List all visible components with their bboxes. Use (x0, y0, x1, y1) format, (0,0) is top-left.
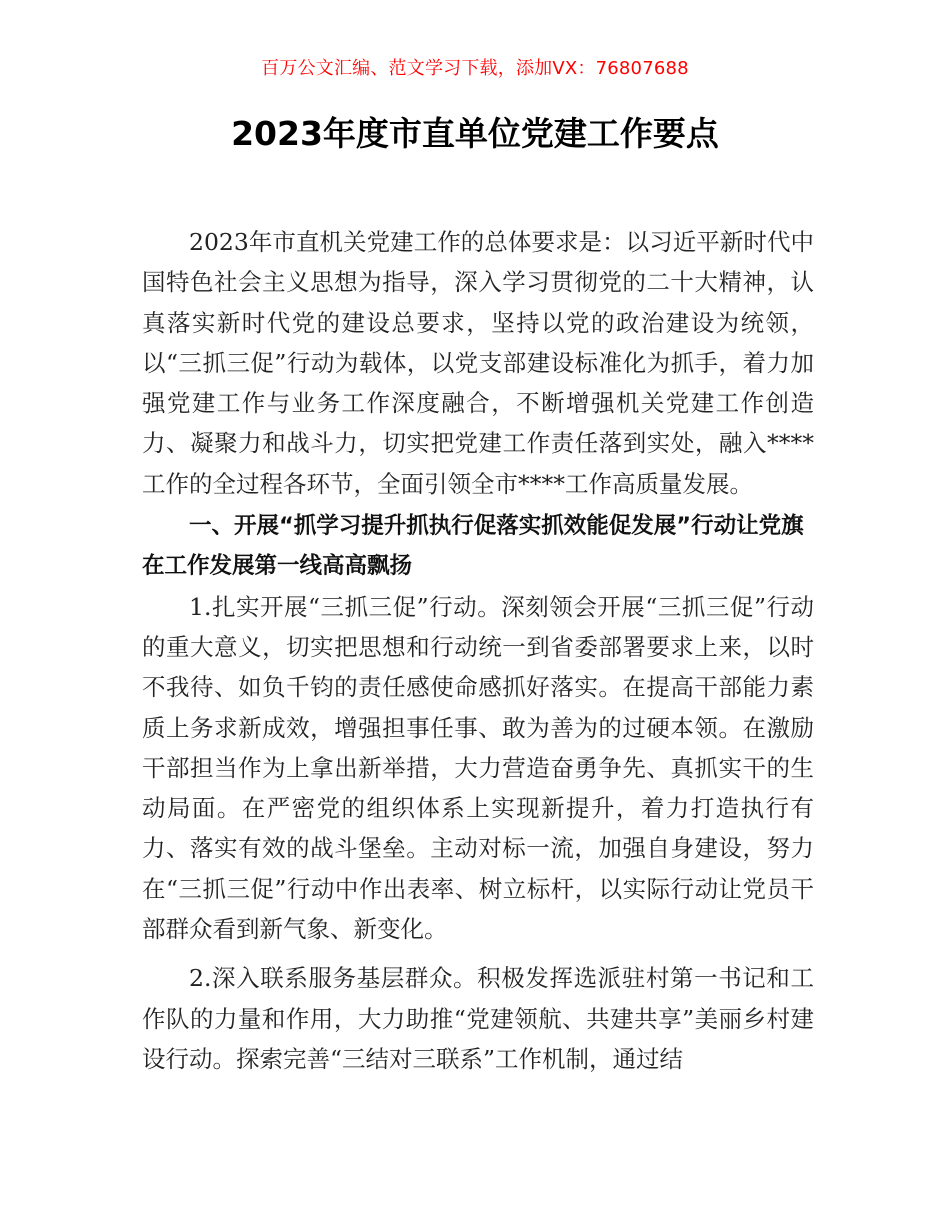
section-heading-1: 一、开展“抓学习提升抓执行促落实抓效能促发展”行动让党旗在工作发展第一线高高飘扬 (142, 513, 804, 580)
document-title: 2023年度市直单位党建工作要点 (231, 114, 719, 153)
item-paragraph-2: 2.深入联系服务基层群众。积极发挥选派驻村第一书记和工作队的力量和作用，大力助推“党建领航、共建共享”美丽乡村建设行动。探索完善“三结对三联系”工作机制，通过结 (142, 964, 814, 1073)
download-promo-note: 百万公文汇编、范文学习下载，添加VX：76807688 (261, 58, 689, 79)
intro-paragraph: 2023年市直机关党建工作的总体要求是：以习近平新时代中国特色社会主义思想为指导，深入学习贯彻党的二十大精神，认真落实新时代党的建设总要求，坚持以党的政治建设为统领，以“三抓三促”行动为载体，以党支部建设标准化为抓手，着力加强党建工作与业务工作深度融合，不断增强机关党建工作创造力、凝聚力和战斗力，切实把党建工作责任落到实处，融入****工作的全过程各环节，全面引领全市****工作高质量发展。 (142, 228, 814, 498)
document-body (142, 222, 814, 1079)
item-paragraph-1: 1.扎实开展“三抓三促”行动。深刻领会开展“三抓三促”行动的重大意义，切实把思想和行动统一到省委部署要求上来，以时不我待、如负千钧的责任感使命感抓好落实。在提高干部能力素质上务求新成效，增强担事任事、敢为善为的过硬本领。在激励干部担当作为上拿出新举措，大力营造奋勇争先、真抓实干的生动局面。在严密党的组织体系上实现新提升，着力打造执行有力、落实有效的战斗堡垒。主动对标一流，加强自身建设，努力在“三抓三促”行动中作出表率、树立标杆，以实际行动让党员干部群众看到新气象、新变化。 (142, 592, 814, 944)
